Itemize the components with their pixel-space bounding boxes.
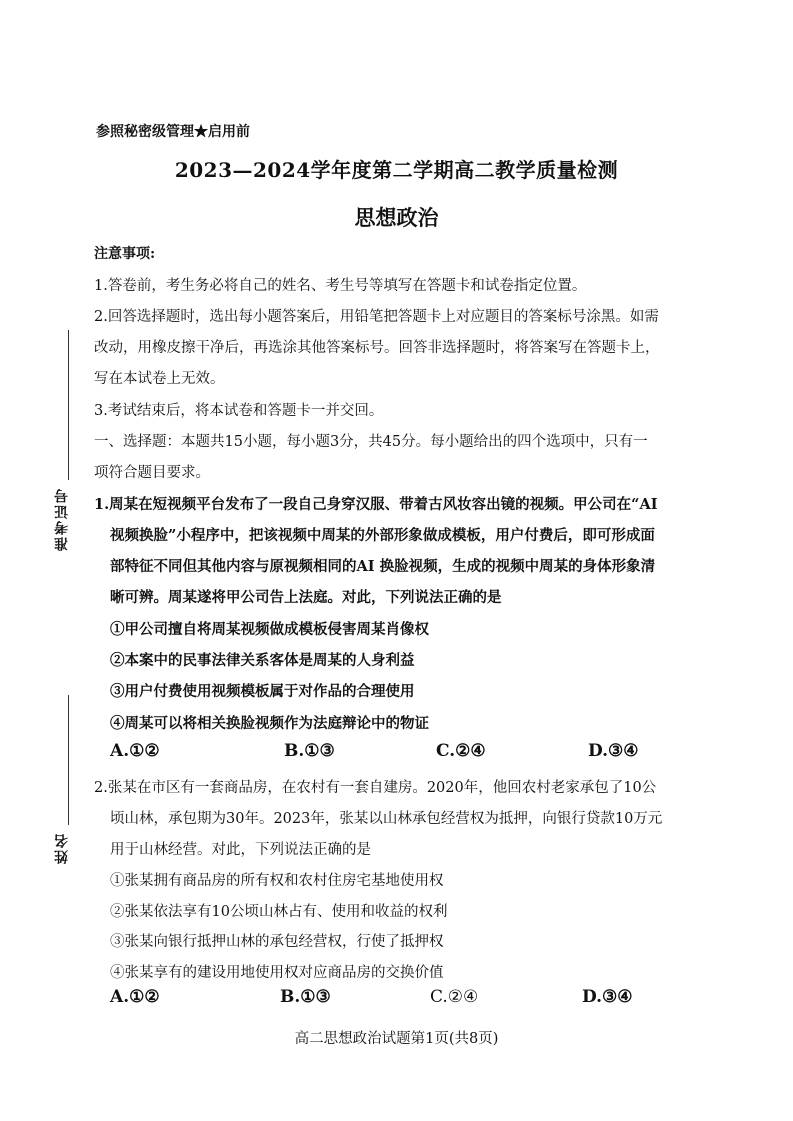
q1-statement: ②本案中的民事法律关系客体是周某的人身利益 — [110, 652, 415, 669]
notice-heading: 注意事项: — [94, 246, 156, 262]
exam-subject: 思想政治 — [354, 205, 439, 230]
q2-statement: ②张某依法享有10公顷山林占有、使用和收益的权利 — [110, 904, 448, 920]
confidential-notice: 参照秘密级管理★启用前 — [96, 124, 250, 140]
q2-stem: 顷山林，承包期为30年。2023年，张某以山林承包经营权为抵押，向银行贷款10万元 — [110, 811, 663, 827]
q1-statement: ①甲公司擅自将周某视频做成模板侵害周某肖像权 — [110, 621, 429, 638]
q1-option-c[interactable]: C.②④ — [436, 741, 486, 761]
exam-id-label: 准考证号 — [54, 487, 70, 551]
q2-statement: ③张某向银行抵押山林的承包经营权，行使了抵押权 — [110, 934, 444, 950]
notice-line: 改动，用橡皮擦干净后，再选涂其他答案标号。回答非选择题时，将答案写在答题卡上， — [94, 340, 660, 356]
margin-line-top — [68, 330, 69, 480]
name-label: 姓名 — [54, 832, 70, 864]
q2-stem: 用于山林经营。对此，下列说法正确的是 — [110, 842, 371, 858]
q1-option-d[interactable]: D.③④ — [588, 741, 639, 761]
margin-line-mid — [68, 695, 69, 825]
q1-stem: 视频换脸”小程序中，把该视频中周某的外部形象做成模板，用户付费后，即可形成面 — [110, 527, 655, 544]
q2-statement: ①张某拥有商品房的所有权和农村住房宅基地使用权 — [110, 873, 444, 889]
q1-option-b[interactable]: B.①③ — [284, 741, 335, 761]
section-heading: 一、选择题：本题共15小题，每小题3分，共45分。每小题给出的四个选项中，只有一 — [94, 434, 648, 450]
q1-stem: 晰可辨。周某遂将甲公司告上法庭。对此，下列说法正确的是 — [110, 589, 502, 606]
q1-stem: 1.周某在短视频平台发布了一段自己身穿汉服、带着古风妆容出镜的视频。甲公司在“AI — [94, 496, 658, 513]
exam-title: 2023—2024学年度第二学期高二教学质量检测 — [174, 158, 619, 182]
notice-line: 写在本试卷上无效。 — [94, 371, 225, 387]
q2-option-a[interactable]: A.①② — [110, 987, 160, 1007]
q2-stem: 2.张某在市区有一套商品房，在农村有一套自建房。2020年，他回农村老家承包了10公 — [94, 780, 657, 796]
notice-line: 1.答卷前，考生务必将自己的姓名、考生号等填写在答题卡和试卷指定位置。 — [94, 278, 587, 294]
q2-option-d[interactable]: D.③④ — [582, 987, 633, 1007]
q1-option-a[interactable]: A.①② — [110, 741, 160, 761]
q1-stem: 部特征不同但其他内容与原视频相同的AI 换脸视频，生成的视频中周某的身体形象清 — [110, 558, 656, 575]
q2-statement: ④张某享有的建设用地使用权对应商品房的交换价值 — [110, 965, 444, 981]
notice-line: 3.考试结束后，将本试卷和答题卡一并交回。 — [94, 403, 384, 419]
q1-statement: ④周某可以将相关换脸视频作为法庭辩论中的物证 — [110, 715, 429, 732]
q2-option-c[interactable]: C.②④ — [430, 987, 479, 1007]
page-footer: 高二思想政治试题第1页(共8页) — [294, 1031, 499, 1047]
q1-statement: ③用户付费使用视频模板属于对作品的合理使用 — [110, 683, 415, 700]
q2-option-b[interactable]: B.①③ — [280, 987, 331, 1007]
section-heading-cont: 项符合题目要求。 — [94, 465, 210, 481]
notice-line: 2.回答选择题时，选出每小题答案后，用铅笔把答题卡上对应题目的答案标号涂黑。如需 — [94, 309, 659, 325]
